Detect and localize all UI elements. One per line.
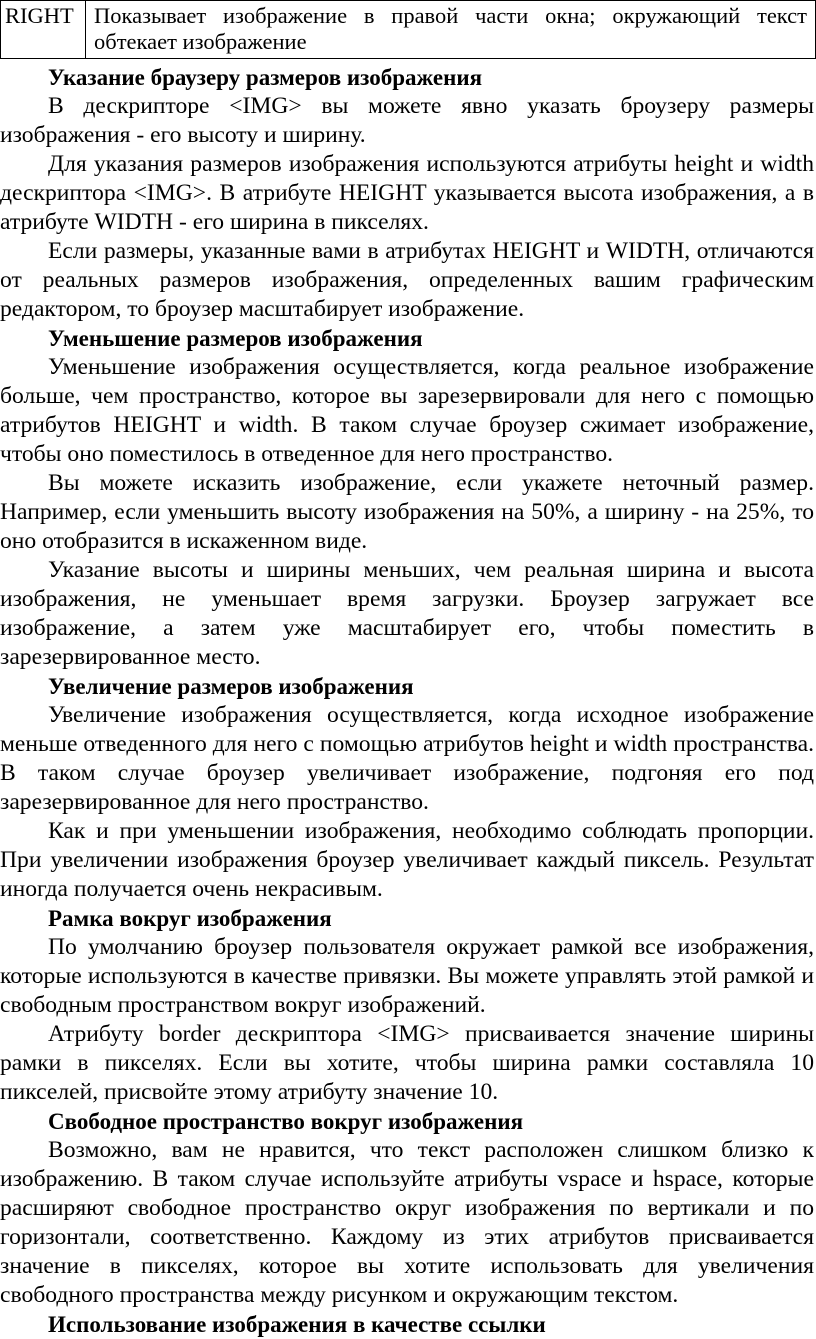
document-content: [0, 63, 816, 1339]
section-heading: Свободное пространство вокруг изображения: [48, 1109, 524, 1134]
paragraph: Для указания размеров изображения используются атрибуты height и width дескриптора <IMG>. В атрибуте HEIGHT указывается высота изображения, а в атрибуте WIDTH - его ширина в пикселях.: [0, 151, 814, 235]
paragraph: Указание высоты и ширины меньших, чем реальная ширина и высота изображения, не уменьшает время загрузки. Броузер загружает все изображение, а затем уже масштабирует его, чтобы поместить в зарезервированное место.: [0, 557, 814, 670]
paragraph: Возможно, вам не нравится, что текст расположен слишком близко к изображению. В таком случае используйте атрибуты vspace и hspace, которые расширяют свободное пространство округ изображения по вертикали и по горизонтали, соответственно. Каждому из этих атрибутов присваивается значение в пикселях, которое вы хотите использовать для увеличения свободного пространства между рисунком и окружающим текстом.: [0, 1137, 814, 1308]
section-heading: Рамка вокруг изображения: [48, 906, 332, 931]
section-heading: Указание браузеру размеров изображения: [48, 65, 483, 90]
paragraph: В дескрипторе <IMG> вы можете явно указать броузеру размеры изображения - его высоту и ширину.: [0, 93, 814, 148]
paragraph: Если размеры, указанные вами в атрибутах HEIGHT и WIDTH, отличаются от реальных размеров изображения, определенных вашим графическим редактором, то броузер масштабирует изображение.: [0, 238, 814, 322]
attribute-description-cell: Показывает изображение в правой части окна; окружающий текст обтекает изображение: [86, 1, 816, 59]
paragraph: Атрибуту border дескриптора <IMG> присваивается значение ширины рамки в пикселях. Если вы хотите, чтобы ширина рамки составляла 10 пикселей, присвойте этому атрибуту значение 10.: [0, 1021, 814, 1105]
section-heading: Использование изображения в качестве ссылки: [48, 1312, 546, 1337]
paragraph: Увеличение изображения осуществляется, когда исходное изображение меньше отведенного для него с помощью атрибутов height и width пространства. В таком случае броузер увеличивает изображение, подгоняя его под зарезервированное для него пространство.: [0, 702, 814, 815]
section-heading: Увеличение размеров изображения: [48, 674, 414, 699]
paragraph: Уменьшение изображения осуществляется, когда реальное изображение больше, чем пространство, которое вы зарезервировали для него с помощью атрибутов HEIGHT и width. В таком случае броузер сжимает изображение, чтобы оно поместилось в отведенное для него пространство.: [0, 354, 814, 467]
paragraph: Как и при уменьшении изображения, необходимо соблюдать пропорции. При увеличении изображения броузер увеличивает каждый пиксель. Результат иногда получается очень некрасивым.: [0, 818, 814, 902]
paragraph: Вы можете исказить изображение, если укажете неточный размер. Например, если уменьшить высоту изображения на 50%, а ширину - на 25%, то оно отобразится в искаженном виде.: [0, 470, 814, 554]
attribute-name-cell: RIGHT: [1, 1, 86, 59]
table-row: [1, 1, 816, 59]
section-heading: Уменьшение размеров изображения: [48, 326, 423, 351]
paragraph: По умолчанию броузер пользователя окружает рамкой все изображения, которые используются в качестве привязки. Вы можете управлять этой рамкой и свободным пространством вокруг изображений.: [0, 934, 814, 1018]
attribute-table: [0, 0, 816, 59]
